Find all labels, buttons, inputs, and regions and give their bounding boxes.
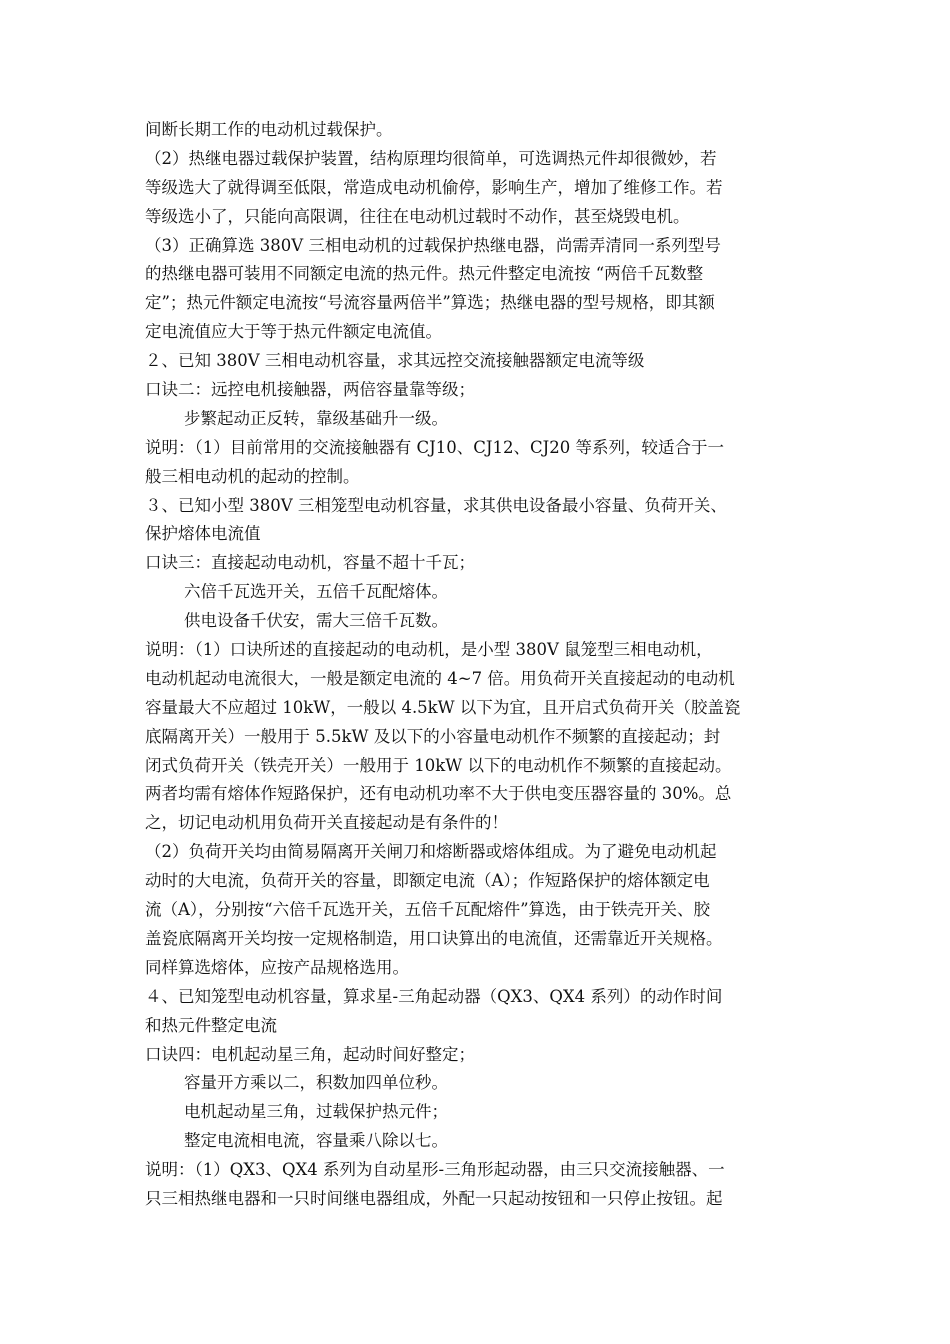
section-heading: 保护熔体电流值 bbox=[145, 524, 261, 544]
text-line: 电动机起动电流很大，一般是额定电流的 4~7 倍。用负荷开关直接起动的电动机 bbox=[145, 668, 735, 688]
text-line: 的热继电器可装用不同额定电流的热元件。热元件整定电流按 “两倍千瓦数整 bbox=[145, 264, 704, 284]
text-line: 等级选大了就得调至低限，常造成电动机偷停，影响生产，增加了维修工作。若 bbox=[145, 177, 723, 197]
text-line: 容量最大不应超过 10kW，一般以 4.5kW 以下为宜，且开启式负荷开关（胶盖瓷 bbox=[145, 697, 741, 717]
mnemonic-line: 容量开方乘以二，积数加四单位秒。 bbox=[184, 1073, 448, 1093]
mnemonic-line: 口诀四：电机起动星三角，起动时间好整定； bbox=[145, 1044, 475, 1064]
text-line: （2）热继电器过载保护装置，结构原理均很简单，可选调热元件却很微妙，若 bbox=[145, 148, 717, 168]
text-line: 说明：（1）QX3、QX4 系列为自动星形-三角形起动器，由三只交流接触器、一 bbox=[145, 1160, 725, 1180]
text-line: 般三相电动机的起动的控制。 bbox=[145, 466, 360, 486]
text-line: 流（A），分别按“六倍千瓦选开关，五倍千瓦配熔件”算选，由于铁壳开关、胶 bbox=[145, 900, 711, 920]
mnemonic-line: 电机起动星三角，过载保护热元件； bbox=[184, 1102, 448, 1122]
text-line: 定”；热元件额定电流按“号流容量两倍半”算选；热继电器的型号规格，即其额 bbox=[145, 293, 715, 313]
document-body bbox=[145, 116, 810, 1214]
mnemonic-line: 六倍千瓦选开关，五倍千瓦配熔体。 bbox=[184, 582, 448, 602]
text-line: （2）负荷开关均由简易隔离开关闸刀和熔断器或熔体组成。为了避免电动机起 bbox=[145, 842, 717, 862]
section-heading: ２、已知 380V 三相电动机容量，求其远控交流接触器额定电流等级 bbox=[145, 351, 645, 371]
text-line: 之，切记电动机用负荷开关直接起动是有条件的！ bbox=[145, 813, 508, 833]
text-line: 同样算选熔体，应按产品规格选用。 bbox=[145, 957, 409, 977]
mnemonic-line: 口诀二：远控电机接触器，两倍容量靠等级； bbox=[145, 380, 475, 400]
text-line: 间断长期工作的电动机过载保护。 bbox=[145, 120, 393, 139]
text-line: 只三相热继电器和一只时间继电器组成，外配一只起动按钮和一只停止按钮。起 bbox=[145, 1188, 723, 1208]
section-heading: 和热元件整定电流 bbox=[145, 1015, 277, 1035]
text-line: （3）正确算选 380V 三相电动机的过载保护热继电器，尚需弄清同一系列型号 bbox=[145, 235, 721, 255]
text-line: 闭式负荷开关（铁壳开关）一般用于 10kW 以下的电动机作不频繁的直接起动。 bbox=[145, 755, 732, 775]
section-heading: ４、已知笼型电动机容量，算求星-三角起动器（QX3、QX4 系列）的动作时间 bbox=[145, 986, 723, 1006]
text-line: 盖瓷底隔离开关均按一定规格制造，用口诀算出的电流值，还需靠近开关规格。 bbox=[145, 928, 723, 948]
text-line: 说明：（1）目前常用的交流接触器有 CJ10、CJ12、CJ20 等系列，较适合于一 bbox=[145, 437, 724, 457]
mnemonic-line: 供电设备千伏安，需大三倍千瓦数。 bbox=[184, 611, 448, 631]
text-line: 底隔离开关）一般用于 5.5kW 及以下的小容量电动机作不频繁的直接起动；封 bbox=[145, 726, 721, 746]
text-line: 等级选小了，只能向高限调，往往在电动机过载时不动作，甚至烧毁电机。 bbox=[145, 206, 690, 226]
section-heading: ３、已知小型 380V 三相笼型电动机容量，求其供电设备最小容量、负荷开关、 bbox=[145, 495, 727, 515]
mnemonic-line: 整定电流相电流，容量乘八除以七。 bbox=[184, 1131, 448, 1151]
text-line: 说明：（1）口诀所述的直接起动的电动机，是小型 380V 鼠笼型三相电动机， bbox=[145, 640, 713, 660]
text-line: 动时的大电流，负荷开关的容量，即额定电流（A）；作短路保护的熔体额定电 bbox=[145, 871, 710, 891]
text-line: 定电流值应大于等于热元件额定电流值。 bbox=[145, 322, 442, 342]
mnemonic-line: 步繁起动正反转，靠级基础升一级。 bbox=[184, 408, 448, 428]
text-line: 两者均需有熔体作短路保护，还有电动机功率不大于供电变压器容量的 30%。总 bbox=[145, 784, 732, 804]
mnemonic-line: 口诀三：直接起动电动机，容量不超十千瓦； bbox=[145, 553, 475, 573]
